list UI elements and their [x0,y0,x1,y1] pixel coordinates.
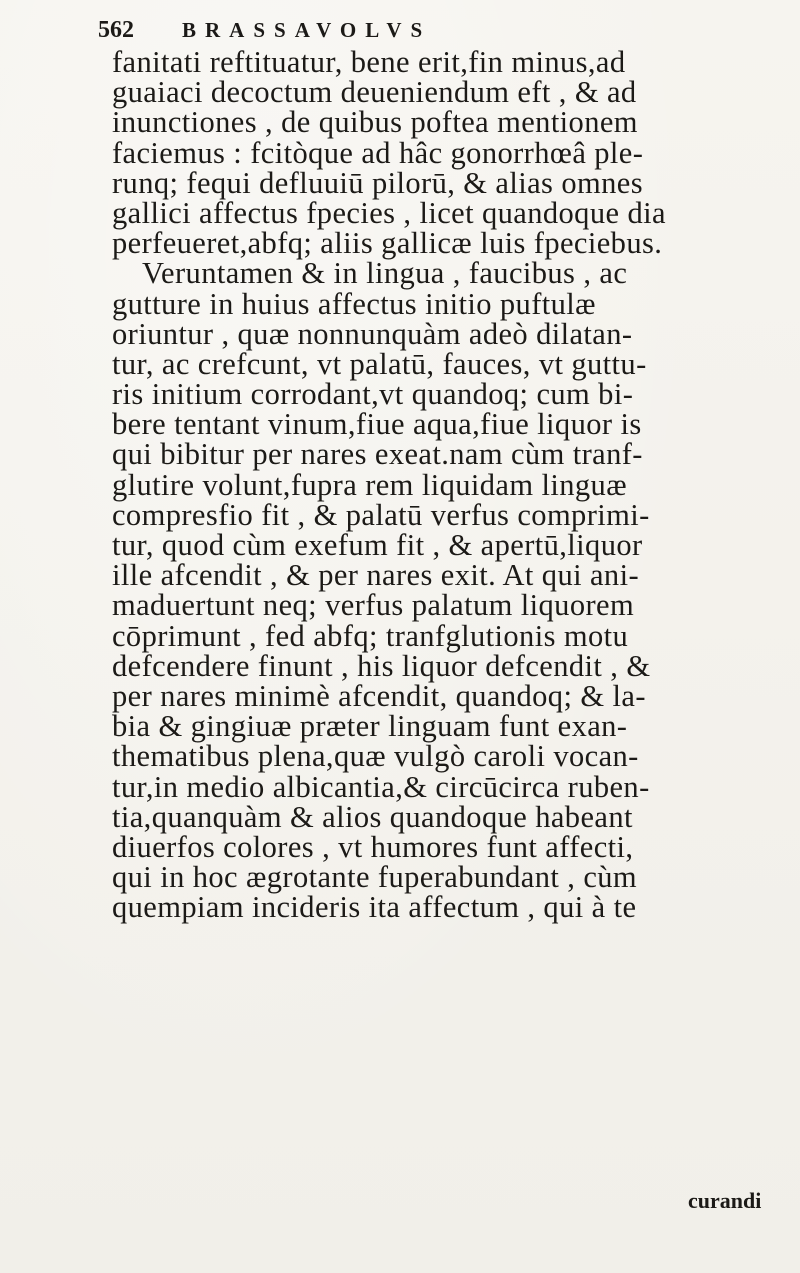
text-line: glutire volunt,fupra rem liquidam linguæ [112,467,627,502]
text-line: cōprimunt , fed abfq; tranfglutionis motu [112,618,629,653]
body-text [112,45,800,925]
page-header [98,10,658,50]
text-line: gallici affectus fpecies , licet quandoque dia [112,195,666,230]
text-line: bia & gingiuæ præter linguam funt exan- [112,709,628,744]
text-line: quempiam incideris ita affectum , qui à te [112,890,637,925]
text-line: tur, quod cùm exefum fit , & apertū,liquor [112,528,643,562]
text-line: maduertunt neq; verfus palatum liquorem [112,588,635,623]
text-line: bere tentant vinum,fiue aqua,fiue liquor is [112,407,642,442]
text-line: tur,in medio albicantia,& circūcirca ruben- [112,769,650,804]
running-head: BRASSAVOLVS [182,17,432,42]
text-line: faciemus : fcitòque ad hâc gonorrhœâ ple- [112,135,644,170]
text-line: defcendere finunt , his liquor defcendit , & [112,648,651,683]
text-line: qui in hoc ægrotante fuperabundant , cùm [112,860,638,895]
text-line: compresfio fit , & palatū verfus comprimi- [112,497,650,532]
text-line: runq; fequi defluuiū pilorū, & alias omnes [112,165,643,200]
text-line: inunctiones , de quibus poftea mentionem [112,105,638,140]
text-line: per nares minimè afcendit, quandoq; & la- [112,678,646,713]
text-line: tur, ac crefcunt, vt palatū, fauces, vt guttu- [112,346,647,381]
text-line: ille afcendit , & per nares exit. At qui ani- [112,558,640,593]
text-line: tia,quanquàm & alios quandoque habeant [112,799,633,834]
text-line: oriuntur , quæ nonnunquàm adeò dilatan- [112,316,633,351]
text-line: thematibus plena,quæ vulgò caroli vocan- [112,739,639,774]
text-line: ris initium corrodant,vt quandoq; cum bi- [112,377,634,412]
text-line: diuerfos colores , vt humores funt affecti, [112,829,634,864]
catchword: curandi [688,1188,762,1213]
text-line: fanitati reftituatur, bene erit,fin minus,ad [112,45,626,79]
text-line: qui bibitur per nares exeat.nam cùm tranf- [112,437,643,472]
text-line: perfeueret,abfq; aliis gallicæ luis fpeciebus. [112,226,663,261]
text-line: guaiaci decoctum deueniendum eft , & ad [112,75,637,110]
page-number: 562 [98,16,134,43]
text-line: gutture in huius affectus initio puftulæ [112,286,596,321]
text-line: Veruntamen & in lingua , faucibus , ac [142,256,628,291]
